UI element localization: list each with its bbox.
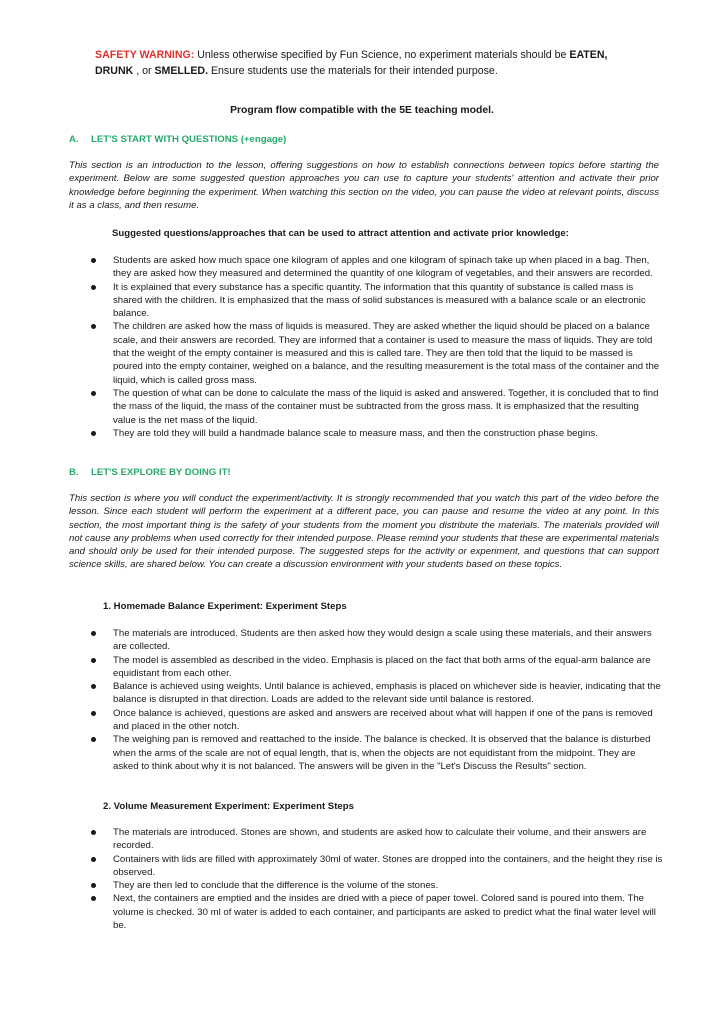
experiment-2-steps bbox=[91, 826, 663, 932]
list-item: The children are asked how the mass of liquids is measured. They are asked whether the liquid should be placed on a balance scale, and their answers are recorded. They are informed that a container is used to measure the mass of liquids. They are told that the weight of the empty container is measured and this is called tare. They are then told that the liquid to be massed is poured into the empty container, weighed on a balance, and the resulting measurement is the total mass of the container and the liquid, which is called gross mass. bbox=[91, 320, 663, 386]
program-flow-title: Program flow compatible with the 5E teaching model. bbox=[230, 105, 494, 116]
experiment-1-title: 1. Homemade Balance Experiment: Experiment Steps bbox=[103, 601, 347, 612]
list-item: The weighing pan is removed and reattached to the inside. The balance is checked. It is observed that the balance is disturbed when the arms of the scale are not of equal length, that is, when the objects are not equidistant from the midpoint. They are asked to think about why it is not balanced. The answers will be given in the "Let's Discuss the Results" section. bbox=[91, 733, 663, 773]
section-a-bullet-list bbox=[91, 254, 663, 440]
safety-warning-text: Unless otherwise specified by Fun Science, no experiment materials should be bbox=[194, 49, 570, 61]
list-item: They are then led to conclude that the difference is the volume of the stones. bbox=[91, 879, 663, 892]
list-item: Students are asked how much space one kilogram of apples and one kilogram of spinach take up when placed in a bag. Then, they are asked how they measured and determined the quantity of one kilogram of vegetables, and their answers are recorded. bbox=[91, 254, 663, 281]
section-b-letter: B. bbox=[69, 467, 79, 478]
section-a-letter: A. bbox=[69, 134, 79, 145]
list-item: They are told they will build a handmade balance scale to measure mass, and then the construction phase begins. bbox=[91, 427, 663, 440]
list-item: It is explained that every substance has a specific quantity. The information that this quantity of substance is called mass is shared with the children. It is emphasized that the mass of solid substances is measured with a balance scale or an electronic balance. bbox=[91, 281, 663, 321]
section-b-title: LET'S EXPLORE BY DOING IT! bbox=[91, 467, 231, 478]
section-b-intro: This section is where you will conduct the experiment/activity. It is strongly recommended that you watch this part of the video before the lesson. Since each student will perform the experiment at a different pace, you can pause and resume the video at any point. In this section, the most important thing is the safety of your students from the moment you distribute the materials. The materials provided will not cause any problems when used correctly for their intended purpose. Please remind your students that these are experimental materials and should only be used for their intended purpose. The suggested steps for the activity or experiment, and questions that can support science skills, are shared below. You can create a discussion environment with your students based on these topics. bbox=[69, 493, 659, 571]
list-item: Balance is achieved using weights. Until balance is achieved, emphasis is placed on whichever side is heavier, indicating that the balance is disrupted in that direction. Loads are added to the relevant side until balance is restored. bbox=[91, 680, 663, 707]
warning-smelled: SMELLED. bbox=[154, 65, 209, 77]
experiment-2-title: 2. Volume Measurement Experiment: Experiment Steps bbox=[103, 801, 354, 812]
list-item: Next, the containers are emptied and the insides are dried with a piece of paper towel. Colored sand is poured into them. The volume is checked. 30 ml of water is added to each container, and participants are asked to predict what the final water level will be. bbox=[91, 892, 663, 932]
list-item: Containers with lids are filled with approximately 30ml of water. Stones are dropped into the containers, and the height they rise is observed. bbox=[91, 853, 663, 880]
safety-warning bbox=[95, 47, 655, 79]
warning-eaten: EATEN, bbox=[569, 49, 608, 61]
list-item: The model is assembled as described in the video. Emphasis is placed on the fact that both arms of the equal-arm balance are equidistant from each other. bbox=[91, 654, 663, 681]
warning-drunk: DRUNK bbox=[95, 65, 134, 77]
section-a-subheading: Suggested questions/approaches that can be used to attract attention and activate prior knowledge: bbox=[112, 228, 569, 239]
warning-text-ensure: Ensure students use the materials for their intended purpose. bbox=[208, 65, 498, 77]
section-a-heading bbox=[69, 133, 286, 146]
list-item: The materials are introduced. Stones are shown, and students are asked how to calculate their volume, and their answers are recorded. bbox=[91, 826, 663, 853]
list-item: Once balance is achieved, questions are asked and answers are received about what will happen if one of the pans is removed and placed in the other notch. bbox=[91, 707, 663, 734]
section-a-title: LET'S START WITH QUESTIONS (+engage) bbox=[91, 134, 287, 145]
list-item: The materials are introduced. Students are then asked how they would design a scale using these materials, and their answers are collected. bbox=[91, 627, 663, 654]
safety-warning-label: SAFETY WARNING: bbox=[95, 49, 195, 61]
section-a-intro: This section is an introduction to the lesson, offering suggestions on how to establish connections between topics before starting the experiment. Below are some suggested question approaches you can use to capture your students' attention and activate their prior knowledge before beginning the experiment. When watching this section on the video, you can pause the video at relevant points, discuss it as a class, and then resume. bbox=[69, 160, 659, 211]
experiment-1-steps bbox=[91, 627, 663, 773]
section-b-heading bbox=[69, 466, 231, 479]
list-item: The question of what can be done to calculate the mass of the liquid is asked and answered. Together, it is concluded that to find the mass of the liquid, the mass of the container must be subtracted from the gross mass. It is emphasized that the resulting value is the net mass of the liquid. bbox=[91, 387, 663, 427]
warning-text-or: , or bbox=[133, 65, 155, 77]
